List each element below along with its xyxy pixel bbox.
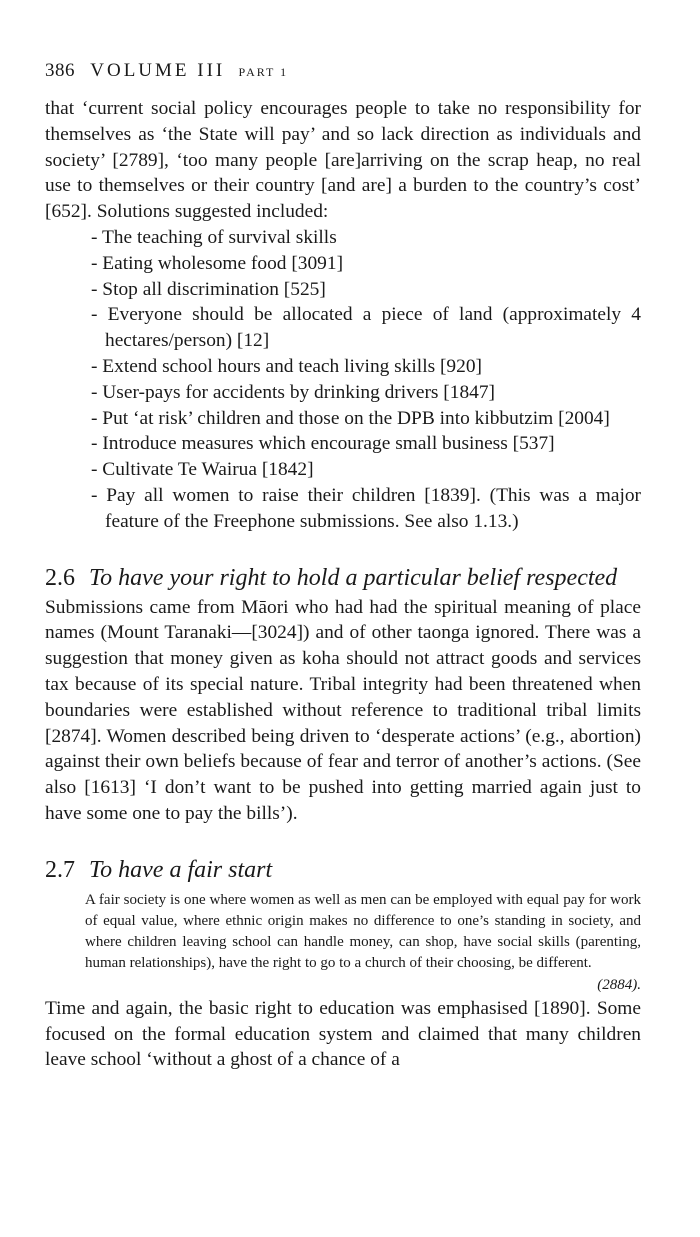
block-quote — [45, 890, 641, 996]
list-item: - Introduce measures which encourage small business [537] — [91, 433, 555, 455]
section-2-6-body: Submissions came from Māori who had had the spiritual meaning of place names (Mount Taranaki—[3024]) and of other taonga ignored. There was a suggestion that money given as koha should not attract goods and services tax because of its special nature. Tribal integrity had been threatened when boundaries were established without reference to traditional tribal limits [2874]. Women described being driven to ‘desperate actions’ (e.g., abortion) against their own beliefs because of fear and terror of another’s actions. (See also [1613] ‘I don’t want to be pushed into getting married again just to have some one to pay the bills’). — [45, 596, 641, 824]
section-number: 2.6 — [45, 564, 75, 591]
section-number: 2.7 — [45, 856, 75, 883]
running-header — [45, 60, 641, 82]
section-title: To have your right to hold a particular belief respected — [89, 564, 618, 591]
list-item: - Everyone should be allocated a piece of land (approximately 4 hectares/person) [12] — [91, 304, 641, 352]
list-item: - The teaching of survival skills — [91, 226, 337, 248]
section-title: To have a fair start — [89, 856, 273, 883]
list-item: - Cultivate Te Wairua [1842] — [91, 459, 314, 481]
section-2-7-heading — [45, 857, 641, 884]
solutions-list — [45, 225, 641, 535]
document-page — [45, 60, 641, 1073]
part-label: PART 1 — [238, 65, 289, 79]
section-2-7-body: Time and again, the basic right to education was emphasised [1890]. Some focused on the formal education system and claimed that many children leave school ‘without a ghost of a chance of a — [45, 997, 641, 1071]
volume-label: VOLUME III — [90, 60, 226, 81]
list-item: - Pay all women to raise their children [1839]. (This was a major feature of the Freephone submissions. See also 1.13.) — [91, 484, 641, 532]
section-2-6-heading — [45, 565, 641, 592]
quote-source: (2884). — [597, 976, 641, 993]
list-item: - Put ‘at risk’ children and those on the DPB into kibbutzim [2004] — [91, 407, 610, 429]
list-item: - Eating wholesome food [3091] — [91, 252, 344, 274]
page-number: 386 — [45, 60, 75, 81]
intro-paragraph: that ‘current social policy encourages people to take no responsibility for themselves as ‘the State will pay’ and so lack direction as individuals and society’ [2789], ‘too many people [are]arriving on the scrap heap, no real use to themselves or their country [and are] a burden to the country’s cost’ [652]. Solutions suggested included: — [45, 98, 641, 223]
list-item: - Stop all discrimination [525] — [91, 278, 326, 300]
list-item: - Extend school hours and teach living skills [920] — [91, 355, 482, 377]
quote-text: A fair society is one where women as well as men can be employed with equal pay for work of equal value, where ethnic origin makes no difference to one’s standing in society, and where children leaving school can handle money, can shop, have social skills (parenting, human relationships), have the right to go to a church of their choosing, be different. — [85, 891, 641, 972]
list-item: - User-pays for accidents by drinking drivers [1847] — [91, 381, 496, 403]
